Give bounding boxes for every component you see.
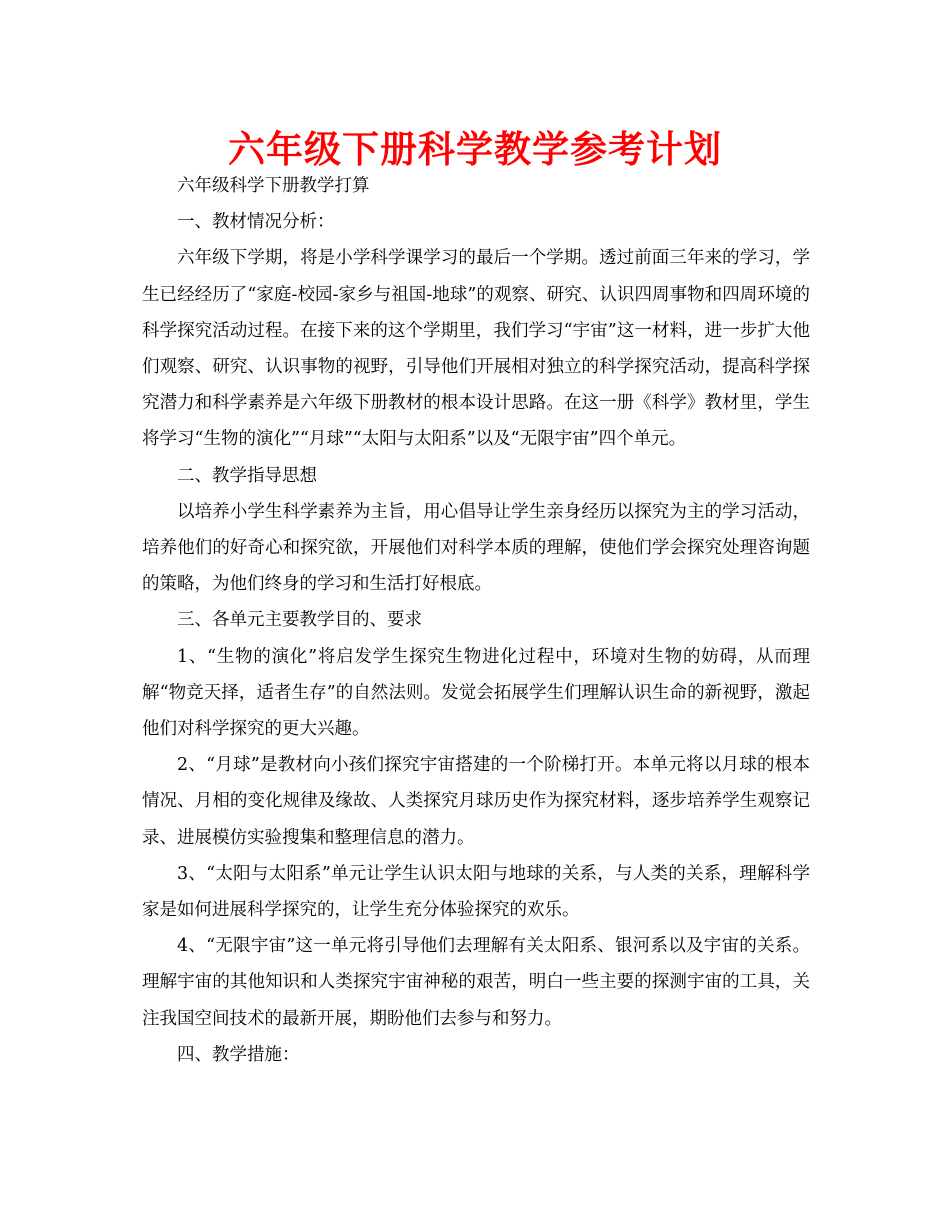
section-heading-measures: 四、教学措施： <box>177 1044 300 1065</box>
section-heading-unit-goals: 三、各单元主要教学目的、要求 <box>177 610 422 631</box>
paragraph-unit-3: 3、“太阳与太阳系”单元让学生认识太阳与地球的关系，与人类的关系，理解科学家是如何进展科学探究的，让学生充分体验探究的欢乐。 <box>142 863 810 921</box>
document-title: 六年级下册科学教学参考计划 <box>228 128 722 171</box>
document-body <box>142 168 810 1073</box>
paragraph-materials-analysis: 六年级下学期，将是小学科学课学习的最后一个学期。透过前面三年来的学习，学生已经经历了“家庭-校园-家乡与祖国-地球”的观察、研究、认识四周事物和四周环境的科学探究活动过程。在接下来的这个学期里，我们学习“宇宙”这一材料，进一步扩大他们观察、研究、认识事物的视野，引导他们开展相对独立的科学探究活动，提高科学探究潜力和科学素养是六年级下册教材的根本设计思路。在这一册《科学》教材里，学生将学习“生物的演化”“月球”“太阳与太阳系”以及“无限宇宙”四个单元。 <box>142 248 810 450</box>
section-heading-guiding-ideas: 二、教学指导思想 <box>177 465 317 486</box>
section-heading-materials: 一、教材情况分析： <box>177 212 335 233</box>
paragraph-plan-heading: 六年级科学下册教学打算 <box>177 176 370 196</box>
paragraph-unit-2: 2、“月球”是教材向小孩们探究宇宙搭建的一个阶梯打开。本单元将以月球的根本情况、月相的变化规律及缘故、人类探究月球历史作为探究材料，逐步培养学生观察记录、进展模仿实验搜集和整理信息的潜力。 <box>142 755 810 848</box>
paragraph-guiding-ideas: 以培养小学生科学素养为主旨，用心倡导让学生亲身经历以探究为主的学习活动，培养他们的好奇心和探究欲，开展他们对科学本质的理解，使他们学会探究处理咨询题的策略，为他们终身的学习和生活打好根底。 <box>142 501 810 595</box>
paragraph-unit-4: 4、“无限宇宙”这一单元将引导他们去理解有关太阳系、银河系以及宇宙的关系。理解宇宙的其他知识和人类探究宇宙神秘的艰苦，明白一些主要的探测宇宙的工具，关注我国空间技术的最新开展，期盼他们去参与和努力。 <box>142 936 810 1029</box>
paragraph-unit-1: 1、“生物的演化”将启发学生探究生物进化过程中，环境对生物的妨碍，从而理解“物竞天择，适者生存”的自然法则。发觉会拓展学生们理解认识生命的新视野，激起他们对科学探究的更大兴趣。 <box>142 646 810 740</box>
